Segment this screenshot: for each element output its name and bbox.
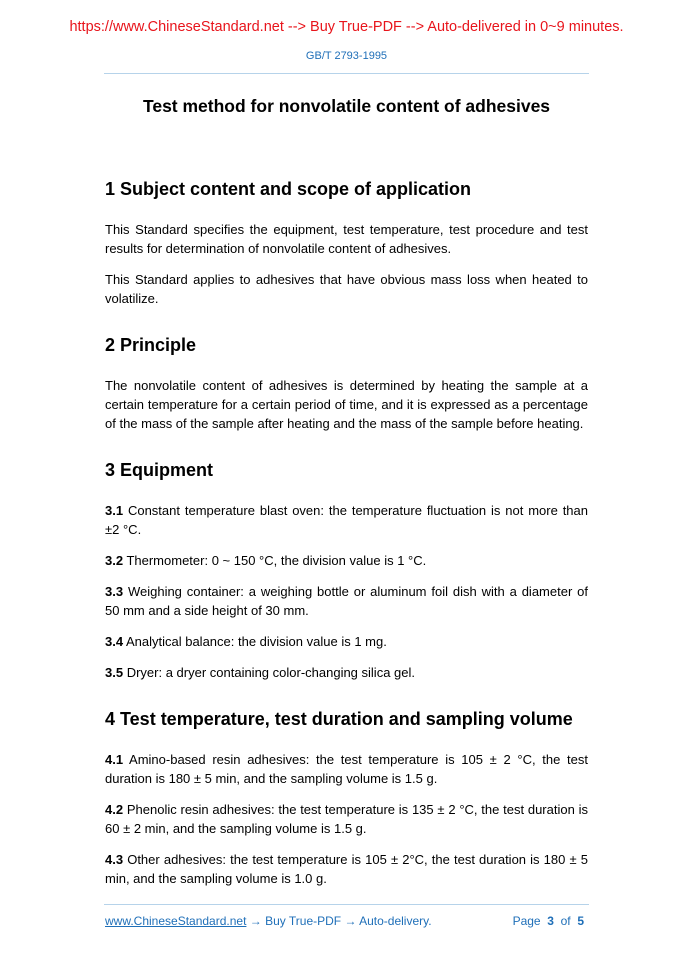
clause-number: 3.5 <box>105 665 124 680</box>
clause-text: Phenolic resin adhesives: the test temperature is 135 ± 2 °C, the test duration is 60 ± 2 min, and the sampling volume is 1.5 g. <box>105 802 588 836</box>
clause-number: 3.2 <box>105 553 124 568</box>
footer-tagline: → Buy True-PDF → Auto-delivery. <box>246 914 432 928</box>
clause-3-2 <box>105 551 588 570</box>
section-2-paragraph-1: The nonvolatile content of adhesives is determined by heating the sample at a certain temperature for a certain period of time, and it is expressed as a percentage of the mass of the sample after heating and the mass of the sample before heating. <box>105 378 588 431</box>
clause-4-1 <box>105 750 588 788</box>
page-current: 3 <box>547 914 554 928</box>
section-heading-2: 2 Principle <box>105 335 197 355</box>
header-divider <box>104 73 589 74</box>
clause-text: Constant temperature blast oven: the temperature fluctuation is not more than ±2 °C. <box>105 503 588 537</box>
footer-link[interactable]: www.ChineseStandard.net <box>105 914 247 928</box>
header-banner[interactable]: https://www.ChineseStandard.net --> Buy True-PDF --> Auto-delivered in 0~9 minutes. <box>69 19 624 35</box>
clause-4-2 <box>105 800 588 838</box>
clause-text: Amino-based resin adhesives: the test temperature is 105 ± 2 °C, the test duration is 180 ± 5 min, and the sampling volume is 1.5 g. <box>105 752 588 786</box>
page-indicator <box>513 914 584 928</box>
clause-text: Analytical balance: the division value is 1 mg. <box>123 634 387 649</box>
footer-divider <box>104 904 589 905</box>
document-code: GB/T 2793-1995 <box>305 50 388 62</box>
page-of: of <box>560 914 571 928</box>
clause-3-4 <box>105 632 588 651</box>
clause-3-1 <box>105 501 588 539</box>
clause-3-5 <box>105 663 588 682</box>
clause-3-3 <box>105 582 588 620</box>
clause-text: Dryer: a dryer containing color-changing silica gel. <box>123 665 415 680</box>
clause-number: 3.4 <box>105 634 124 649</box>
document-body <box>105 176 588 900</box>
clause-number: 4.3 <box>105 852 124 867</box>
footer <box>105 914 588 928</box>
section-1-paragraph-2: This Standard applies to adhesives that have obvious mass loss when heated to volatilize. <box>105 272 588 306</box>
clause-text: Weighing container: a weighing bottle or aluminum foil dish with a diameter of 50 mm and a side height of 30 mm. <box>105 584 588 618</box>
page-label: Page <box>512 914 541 928</box>
clause-number: 3.1 <box>105 503 124 518</box>
section-heading-3: 3 Equipment <box>105 460 214 480</box>
clause-number: 3.3 <box>105 584 124 599</box>
page-total: 5 <box>577 914 584 928</box>
clause-number: 4.1 <box>105 752 124 767</box>
section-heading-4: 4 Test temperature, test duration and sampling volume <box>105 709 573 729</box>
clause-4-3 <box>105 850 588 888</box>
section-1-paragraph-1: This Standard specifies the equipment, test temperature, test procedure and test results for determination of nonvolatile content of adhesives. <box>105 222 588 256</box>
clause-text: Other adhesives: the test temperature is 105 ± 2°C, the test duration is 180 ± 5 min, and the sampling volume is 1.0 g. <box>105 852 588 886</box>
clause-number: 4.2 <box>105 802 124 817</box>
document-title: Test method for nonvolatile content of adhesives <box>142 96 551 116</box>
clause-text: Thermometer: 0 ~ 150 °C, the division value is 1 °C. <box>123 553 427 568</box>
section-heading-1: 1 Subject content and scope of application <box>105 179 472 199</box>
